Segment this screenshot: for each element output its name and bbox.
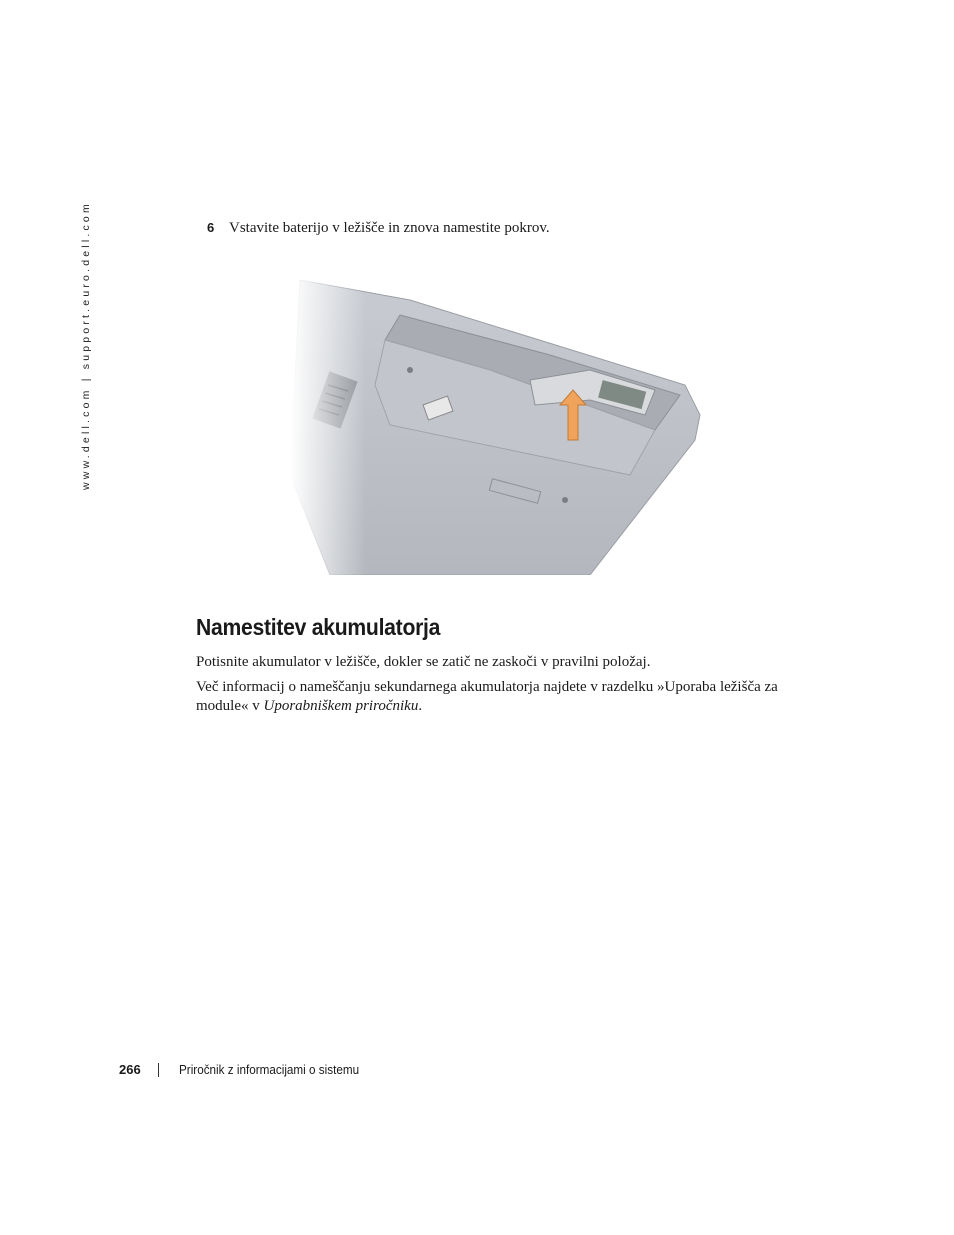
step-number: 6 xyxy=(207,220,215,235)
paragraph-2-end: . xyxy=(418,698,423,714)
paragraph-2-text: Več informacij o nameščanju sekundarnega akumulatorja najdete v razdelku »Uporaba ležišča za module« v xyxy=(196,679,778,714)
battery-bay-illustration xyxy=(290,275,710,575)
page-number: 266 xyxy=(119,1062,141,1077)
step-text: Vstavite baterijo v ležišče in znova namestite pokrov. xyxy=(229,220,550,236)
paragraph-1: Potisnite akumulator v ležišče, dokler se zatič ne zaskoči v pravilni položaj. xyxy=(196,654,651,670)
sidebar-url: www.dell.com | support.euro.dell.com xyxy=(80,201,92,490)
footer-separator xyxy=(158,1063,159,1077)
section-heading: Namestitev akumulatorja xyxy=(196,614,441,640)
step-item xyxy=(207,220,550,237)
user-guide-reference: Uporabniškem priročniku xyxy=(263,698,419,714)
paragraph-2 xyxy=(196,678,816,716)
footer-title: Priročnik z informacijami o sistemu xyxy=(179,1062,360,1077)
